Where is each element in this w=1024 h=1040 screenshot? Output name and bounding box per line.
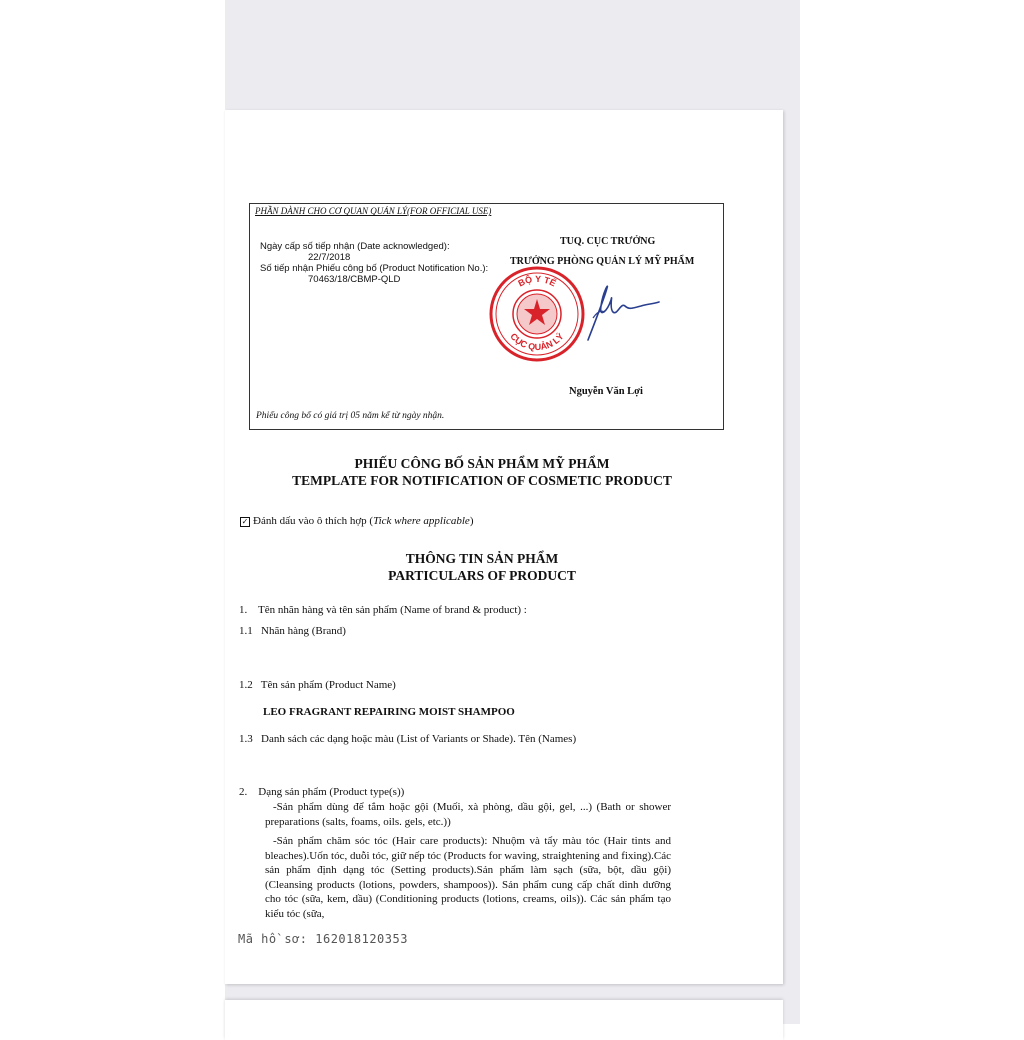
document-title [225,455,739,489]
handwritten-signature [583,282,663,342]
document-title-en: TEMPLATE FOR NOTIFICATION OF COSMETIC PRODUCT [292,473,672,488]
validity-note: Phiếu công bố có giá trị 05 năm kể từ ngày nhận. [256,411,445,421]
date-acknowledged-value: 22/7/2018 [308,252,351,263]
product-type-haircare-paragraph: -Sản phẩm chăm sóc tóc (Hair care products): Nhuộm và tẩy màu tóc (Hair tints and bleaches).Uốn tóc, duỗi tóc, giữ nếp tóc (Products for waving, straightening and fixing).Các sản phẩm định dạng tóc (Setting products).Sản phẩm làm sạch (sữa, bột, dầu gội) (Cleansing products (lotions, powders, shampoos)). Sản phẩm cung cấp chất dinh dưỡng cho tóc (sữa, kem, dầu) (Conditioning products (lotions, creams, oils)). Các sản phẩm tạo kiểu tóc (sữa, [265,835,671,920]
document-page [225,110,783,984]
section-title [225,550,739,584]
stamp-text-top: BỘ Y TẾ [516,273,558,289]
checked-checkbox-icon: ✓ [241,517,249,526]
notification-number-value: 70463/18/CBMP-QLD [308,274,401,285]
product-name-value: LEO FRAGRANT REPAIRING MOIST SHAMPOO [263,706,515,718]
file-code: Mã hồ sơ: 162018120353 [238,932,408,946]
tick-instruction [240,515,474,527]
signer-name: Nguyễn Văn Lợi [569,386,643,397]
item-1-2-product-name: 1.2 Tên sản phẩm (Product Name) [239,679,396,691]
tick-instruction-close: ) [469,515,474,527]
document-title-vn: PHIẾU CÔNG BỐ SẢN PHẨM MỸ PHẨM [354,456,610,471]
official-use-box [249,203,724,430]
item-1-brand-product: 1. Tên nhãn hàng và tên sản phẩm (Name of brand & product) : [239,604,527,616]
tick-instruction-italic: Tick where applicable [373,515,470,527]
item-1-3-variants: 1.3 Danh sách các dạng hoặc màu (List of Variants or Shade). Tên (Names) [239,733,577,745]
tick-instruction-text: Đánh dấu vào ô thích hợp ( [253,515,374,527]
section-title-en: PARTICULARS OF PRODUCT [388,568,576,583]
item-1-1-brand: 1.1 Nhãn hàng (Brand) [239,625,346,637]
product-type-bath-paragraph: -Sản phẩm dùng để tắm hoặc gội (Muối, xà phòng, dầu gội, gel, ...) (Bath or shower preparations (salts, foams, oils. gels, etc.)) [265,801,671,828]
stamp-text-bottom: CỤC QUẢN LÝ [508,331,566,353]
acknowledgement-info [260,241,488,285]
authority-title-line2: TRƯỞNG PHÒNG QUẢN LÝ MỸ PHẨM [510,256,695,267]
official-red-stamp [487,264,587,364]
next-document-page [225,1000,783,1040]
notification-number-label: Số tiếp nhận Phiếu công bố (Product Notification No.): [260,263,489,274]
item-2-product-type: 2. Dạng sản phẩm (Product type(s)) [239,786,405,798]
section-title-vn: THÔNG TIN SẢN PHẨM [405,551,559,566]
date-acknowledged-label: Ngày cấp số tiếp nhận (Date acknowledged): [260,241,450,252]
authority-title-line1: TUQ. CỤC TRƯỞNG [560,236,656,247]
official-use-header: PHẦN DÀNH CHO CƠ QUAN QUẢN LÝ(FOR OFFICIAL USE) [255,206,492,216]
